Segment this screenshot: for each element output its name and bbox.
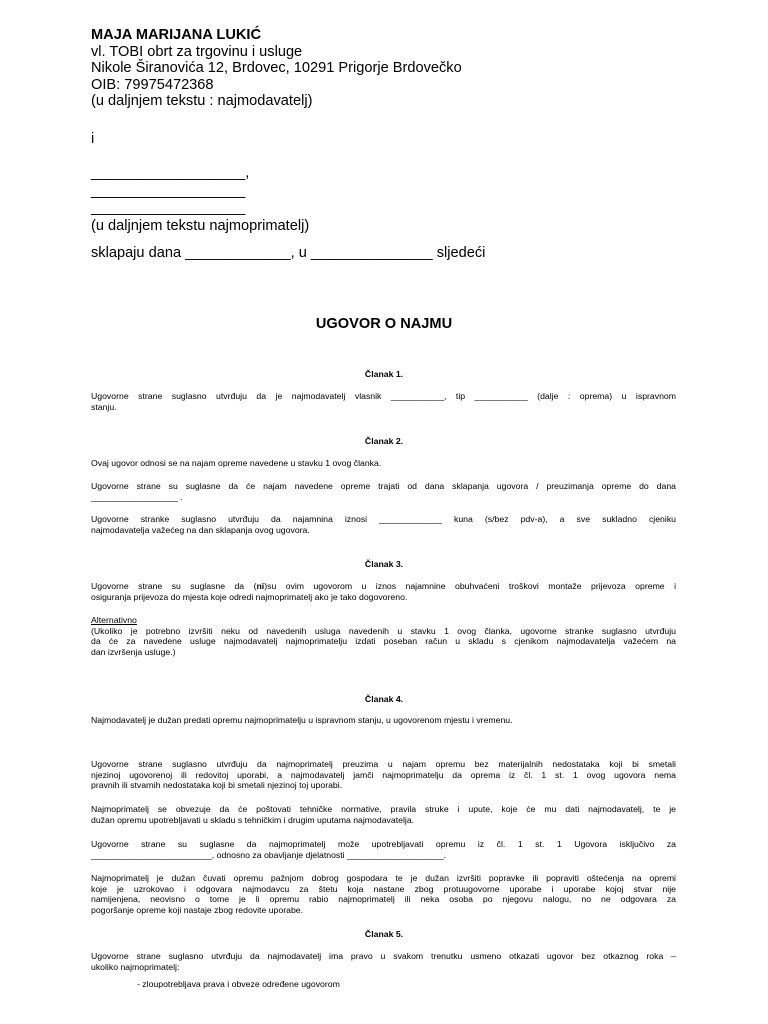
paragraph-line: Ugovorne strane suglasno utvrđuju da najmoprimatelj preuzima u najam opremu bez materijalnih nedostataka koji bi smetali	[91, 759, 676, 769]
article-4-heading: Članak 4.	[364, 694, 404, 704]
paragraph-line: dužan opremu upotrebljavati u skladu s tehničkim i drugim uputama najmodavatelja.	[91, 814, 415, 825]
lessor-name: MAJA MARIJANA LUKIĆ	[91, 27, 261, 43]
paragraph-line: _________________________, odnosno za obavljanje djelatnosti ____________________.	[91, 849, 447, 860]
lessor-address: Nikole Širanovića 12, Brdovec, 10291 Prigorje Brdovečko	[91, 60, 462, 76]
paragraph-line: stanju.	[91, 401, 117, 412]
paragraph-line: __________________ .	[91, 491, 183, 502]
article-1-heading: Članak 1.	[364, 369, 404, 379]
article-4-paragraph-2	[91, 759, 676, 791]
paragraph-line: osiguranja prijevoza do mjesta koje odredi najmoprimatelj ako je tako dogovoreno.	[91, 591, 408, 602]
lessee-role: (u daljnjem tekstu najmoprimatelj)	[91, 217, 310, 234]
paragraph-line: najmodavatelja važećeg na dan sklapanja ovog ugovora.	[91, 524, 310, 535]
paragraph-line: Ugovorne strane su suglasne da najmoprimatelj može upotrebljavati opremu iz čl. 1 st. 1 Ugovora isključivo za	[91, 839, 676, 849]
paragraph-line: Najmoprimatelj se obvezuje da će poštovati tehničke normative, pravila struke i upute, koje će mu dati najmodavatelj, te je	[91, 804, 676, 814]
paragraph-line: Ugovorne strane suglasno utvrđuju da je najmodavatelj vlasnik ___________, tip ___________ (dalje : oprema) u ispravnom	[91, 391, 676, 401]
article-1-paragraph	[91, 391, 676, 412]
paragraph-line: koje je uzrokovao i odgovara najmodavcu za štetu koja nastane zbog protuugovorne uporabe i uporabe kojoj stvar nije	[91, 883, 676, 894]
paragraph-line: Najmodavatelj je dužan predati opremu najmoprimatelju u ispravnom stanju, u ugovorenom mjestu i vremenu.	[91, 715, 513, 725]
lessee-blank-line-1: ___________________,	[91, 165, 250, 181]
article-3-heading: Članak 3.	[364, 559, 404, 569]
lessor-block	[91, 27, 611, 110]
lessee-blank-line-3: ___________________	[91, 200, 246, 216]
paragraph-line: Ugovorne strane suglasno utvrđuju da najmodavatelj ima pravo u svakom trenutku usmeno otkazati ugovor bez otkaznog roka –	[91, 951, 676, 961]
list-item: - zloupotrebljava prava i obveze određene ugovorom	[137, 979, 340, 989]
paragraph-line: dan izvršenja usluge.)	[91, 646, 176, 657]
article-2-heading: Članak 2.	[364, 436, 404, 446]
paragraph-line: namijenjena, neovisno o tome je li opremu rabio najmoprimatelj ili neka osoba po njegovu nalogu, no ne odgovara za	[91, 894, 676, 905]
paragraph-line: Ugovorne stranke suglasno utvrđuju da najamnina iznosi _____________ kuna (s/bez pdv-a), a sve sukladno cjeniku	[91, 514, 676, 524]
alternative-heading: Alternativno	[91, 615, 137, 625]
lessee-block	[91, 165, 309, 235]
article-4-paragraph-1	[91, 715, 676, 726]
article-4-paragraph-5	[91, 873, 676, 915]
paragraph-line: Najmoprimatelj je dužan čuvati opremu pažnjom dobrog gospodara te je dužan izvršiti popravke ili popraviti oštećenja na opremi	[91, 873, 676, 883]
lessor-company: vl. TOBI obrt za trgovinu i usluge	[91, 43, 303, 60]
article-5-paragraph-1	[91, 951, 676, 972]
paragraph-line: Ugovorne strane su suglasne da će najam navedene opreme trajati od dana sklapanja ugovora / preuzimanja opreme do dana	[91, 481, 676, 491]
article-5-heading: Članak 5.	[364, 929, 404, 939]
paragraph-line: njezinoj ugovorenoj ili redovitoj uporabi, a najmodavatelj jamči najmoprimatelju da oprema iz čl. 1 st. 1 ovog ugovora nema	[91, 769, 676, 780]
emphasis: ni	[256, 581, 265, 591]
article-3-alternative	[91, 615, 676, 657]
paragraph-line: da će za navedene usluge najmodavatelj najmoprimatelju izdati poseban račun u skladu s cjenikom najmodavatelja važećem na	[91, 636, 676, 647]
paragraph-line: Ovaj ugovor odnosi se na najam opreme navedene u stavku 1 ovog članka.	[91, 458, 382, 468]
paragraph-line: Ugovorne strane su suglasne da (ni)su ovim ugovorom u iznos najamnine obuhvaćeni troškovi montaže prijevoza opreme i	[91, 581, 676, 591]
article-2-paragraph-3	[91, 514, 676, 535]
article-2-paragraph-1	[91, 458, 676, 469]
conjunction: i	[91, 131, 95, 147]
paragraph-line: pravnih ili stvarnih nedostataka koji bi smetali njezinoj toj uporabi.	[91, 780, 343, 791]
article-4-paragraph-4	[91, 839, 676, 860]
article-4-paragraph-3	[91, 804, 676, 825]
lessor-role: (u daljnjem tekstu : najmodavatelj)	[91, 93, 313, 109]
paragraph-line: (Ukoliko je potrebno izvršiti neku od navedenih usluga navedenih u stavku 1 ovog članka, ugovorne stranke suglasno utvrđuju	[91, 625, 676, 636]
paragraph-line: pogoršanje opreme koji nastaje zbog redovite uporabe.	[91, 904, 304, 915]
article-2-paragraph-2	[91, 481, 676, 502]
paragraph-line: ukoliko najmoprimatelj:	[91, 961, 180, 972]
conclusion-line: sklapaju dana _____________, u _______________ sljedeći	[91, 245, 486, 261]
lessor-oib: OIB: 79975472368	[91, 76, 214, 93]
lessee-blank-line-2: ___________________	[91, 182, 246, 199]
article-3-paragraph-1	[91, 581, 676, 602]
contract-title: UGOVOR O NAJMU	[315, 316, 453, 332]
